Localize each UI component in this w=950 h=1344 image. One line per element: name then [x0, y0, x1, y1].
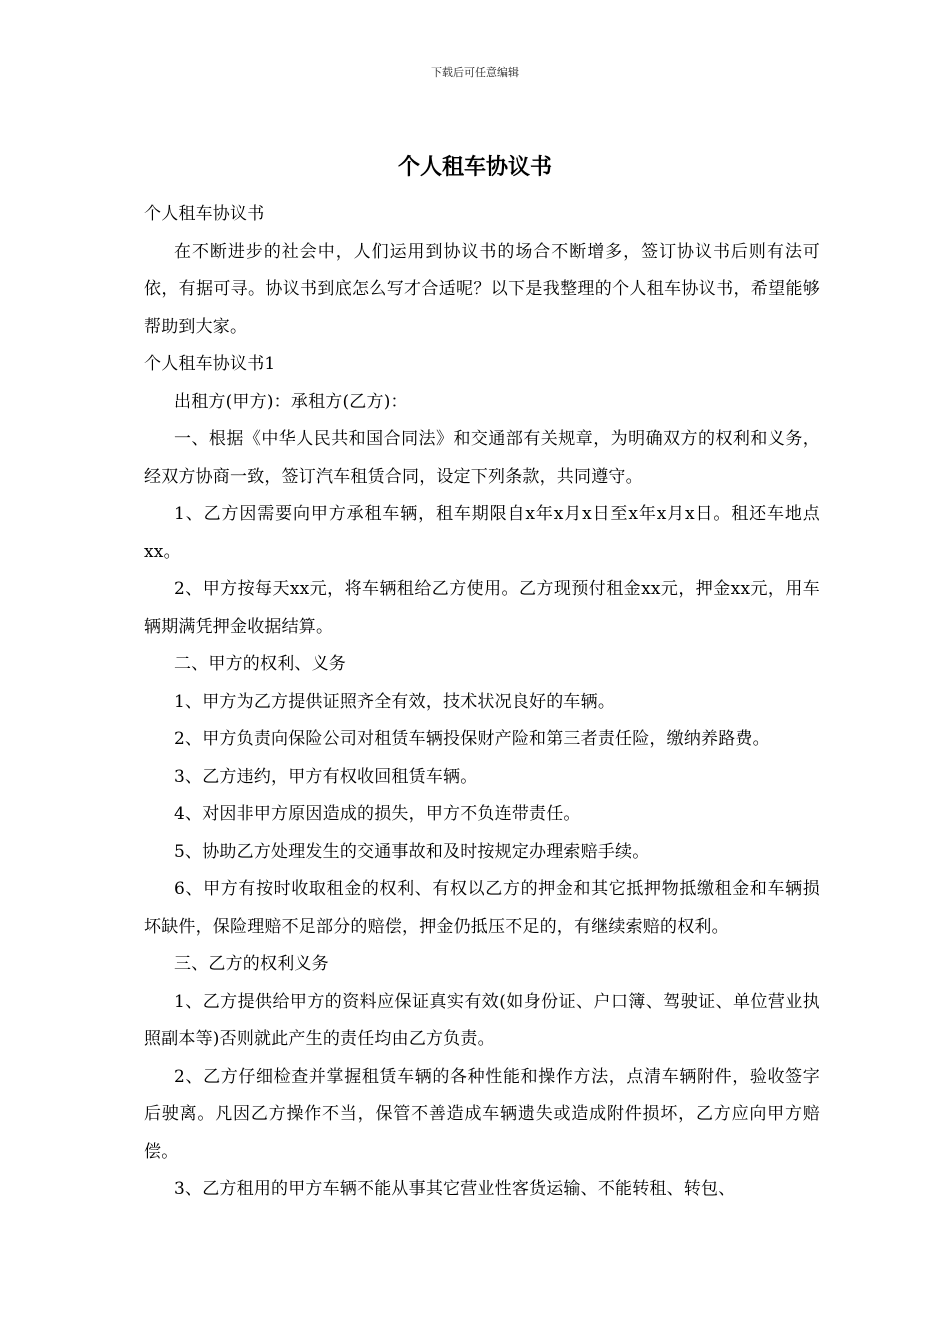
paragraph: 3、乙方租用的甲方车辆不能从事其它营业性客货运输、不能转租、转包、 [174, 1179, 736, 1199]
paragraph: 3、乙方违约，甲方有权收回租赁车辆。 [174, 766, 478, 787]
header-note: 下载后可任意编辑 [431, 66, 519, 79]
paragraph: 个人租车协议书1 [144, 354, 276, 374]
document-body [144, 196, 820, 1209]
paragraph: 1、乙方因需要向甲方承租车辆，租车期限自x年x月x日至x年x月x日。租还车地点xx。 [144, 504, 820, 562]
paragraph: 2、甲方负责向保险公司对租赁车辆投保财产险和第三者责任险，缴纳养路费。 [174, 729, 770, 749]
paragraph: 2、乙方仔细检查并掌握租赁车辆的各种性能和操作方法，点清车辆附件，验收签字后驶离。凡因乙方操作不当，保管不善造成车辆遗失或造成附件损坏，乙方应向甲方赔偿。 [144, 1066, 820, 1162]
paragraph: 出租方(甲方)：承租方(乙方)： [174, 391, 408, 412]
paragraph: 6、甲方有按时收取租金的权利、有权以乙方的押金和其它抵押物抵缴租金和车辆损坏缺件，保险理赔不足部分的赔偿，押金仍抵压不足的，有继续索赔的权利。 [144, 879, 820, 937]
paragraph: 二、甲方的权利、义务 [174, 654, 346, 674]
paragraph: 1、甲方为乙方提供证照齐全有效，技术状况良好的车辆。 [174, 691, 616, 712]
paragraph: 5、协助乙方处理发生的交通事故和及时按规定办理索赔手续。 [174, 841, 650, 862]
paragraph: 一、根据《中华人民共和国合同法》和交通部有关规章，为明确双方的权利和义务，经双方协商一致，签订汽车租赁合同，设定下列条款，共同遵守。 [144, 429, 820, 487]
paragraph: 在不断进步的社会中，人们运用到协议书的场合不断增多，签订协议书后则有法可依，有据可寻。协议书到底怎么写才合适呢？以下是我整理的个人租车协议书，希望能够帮助到大家。 [144, 241, 820, 337]
document-title: 个人租车协议书 [397, 154, 552, 180]
paragraph: 4、对因非甲方原因造成的损失，甲方不负连带责任。 [174, 804, 581, 824]
paragraph: 2、甲方按每天xx元，将车辆租给乙方使用。乙方现预付租金xx元，押金xx元，用车辆期满凭押金收据结算。 [144, 579, 820, 637]
paragraph: 个人租车协议书 [144, 204, 265, 224]
paragraph: 1、乙方提供给甲方的资料应保证真实有效(如身份证、户口簿、驾驶证、单位营业执照副本等)否则就此产生的责任均由乙方负责。 [144, 991, 820, 1049]
paragraph: 三、乙方的权利义务 [174, 954, 329, 974]
